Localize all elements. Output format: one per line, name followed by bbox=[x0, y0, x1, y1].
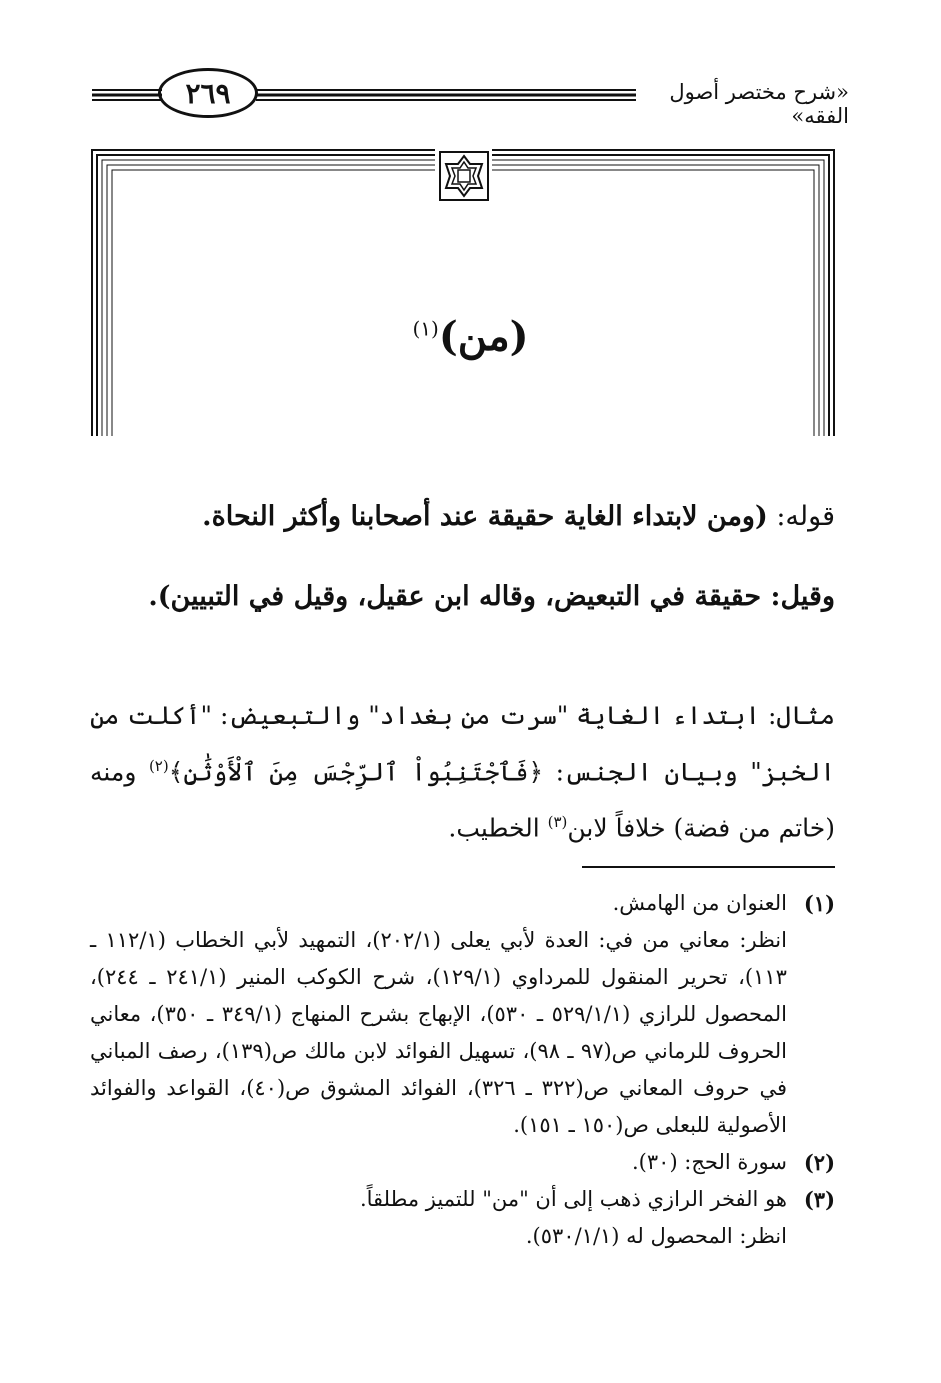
p3-part3: الخطيب. bbox=[448, 813, 548, 843]
header-rules-left bbox=[92, 88, 162, 102]
chapter-title bbox=[0, 313, 941, 360]
p3-part1: مثال: ابتداء الغاية "سرت من بغداد" والتبعيض: "أكلت من الخبز" وبيان الجنس: ﴿فَٱجْتَنِبُواْ ٱلرِّجْسَ مِنَ ٱلْأَوْثَٰنِ﴾ bbox=[90, 701, 835, 787]
footnote-3 bbox=[90, 1181, 835, 1218]
footnote-separator bbox=[582, 866, 835, 868]
page-number bbox=[158, 68, 258, 118]
footnote-2 bbox=[90, 1144, 835, 1181]
p1-lead: قوله: bbox=[767, 501, 835, 532]
paragraph-3 bbox=[90, 690, 835, 854]
footnote-2-number: (٢) bbox=[803, 1150, 835, 1175]
chapter-footnote-ref: (١) bbox=[412, 316, 439, 341]
running-title: «شرح مختصر أصول الفقه» bbox=[669, 80, 849, 128]
footnote-1 bbox=[90, 885, 835, 922]
footnote-1-number: (١) bbox=[803, 891, 835, 916]
footnote-3-number: (٣) bbox=[803, 1187, 835, 1212]
footnotes bbox=[90, 885, 835, 1255]
p3-ref-3: (٣) bbox=[547, 813, 568, 832]
ornament-icon bbox=[438, 150, 490, 202]
header-rules-right bbox=[256, 88, 636, 102]
paragraph-2 bbox=[90, 568, 835, 626]
p3-ref-2: (٢) bbox=[148, 757, 169, 775]
page-number-text: ٢٦٩ bbox=[185, 76, 231, 110]
footnote-1-text: العنوان من الهامش. bbox=[612, 891, 787, 915]
chapter-title-text: (من) bbox=[438, 313, 529, 360]
p1-bold: (ومن لابتداء الغاية حقيقة عند أصحابنا وأكثر النحاة. bbox=[202, 501, 768, 532]
p3-part2: ومنه (خاتم من فضة) خلافاً لابن bbox=[90, 757, 835, 843]
footnote-2-text: سورة الحج: (٣٠). bbox=[632, 1150, 787, 1174]
footnote-1-continuation: انظر: معاني من في: العدة لأبي يعلى (٢٠٢/١)، التمهيد لأبي الخطاب (١١٢/١ ـ ١١٣)، تحرير المنقول للمرداوي (١٢٩/١)، شرح الكوكب المنير (٢٤١/١ ـ ٢٤٤)، المحصول للرازي (٥٢٩/١/١ ـ ٥٣٠)، الإبهاج بشرح المنهاج (٣٤٩/١ ـ ٣٥٠)، معاني الحروف للرماني ص(٩٧ ـ ٩٨)، تسهيل الفوائد لابن مالك ص(١٣٩)، رصف المباني في حروف المعاني ص(٣٢٢ ـ ٣٢٦)، الفوائد المشوق ص(٤٠)، القواعد والفوائد الأصولية للبعلى ص(١٥٠ ـ ١٥١). bbox=[90, 928, 787, 1137]
footnote-3-continuation: انظر: المحصول له (٥٣٠/١/١). bbox=[525, 1224, 787, 1248]
footnote-3-text: هو الفخر الرازي ذهب إلى أن "من" للتميز مطلقاً. bbox=[359, 1187, 787, 1211]
paragraph-1 bbox=[90, 494, 835, 540]
p2-text: وقيل: حقيقة في التبعيض، وقاله ابن عقيل، وقيل في التبيين). bbox=[148, 581, 835, 612]
